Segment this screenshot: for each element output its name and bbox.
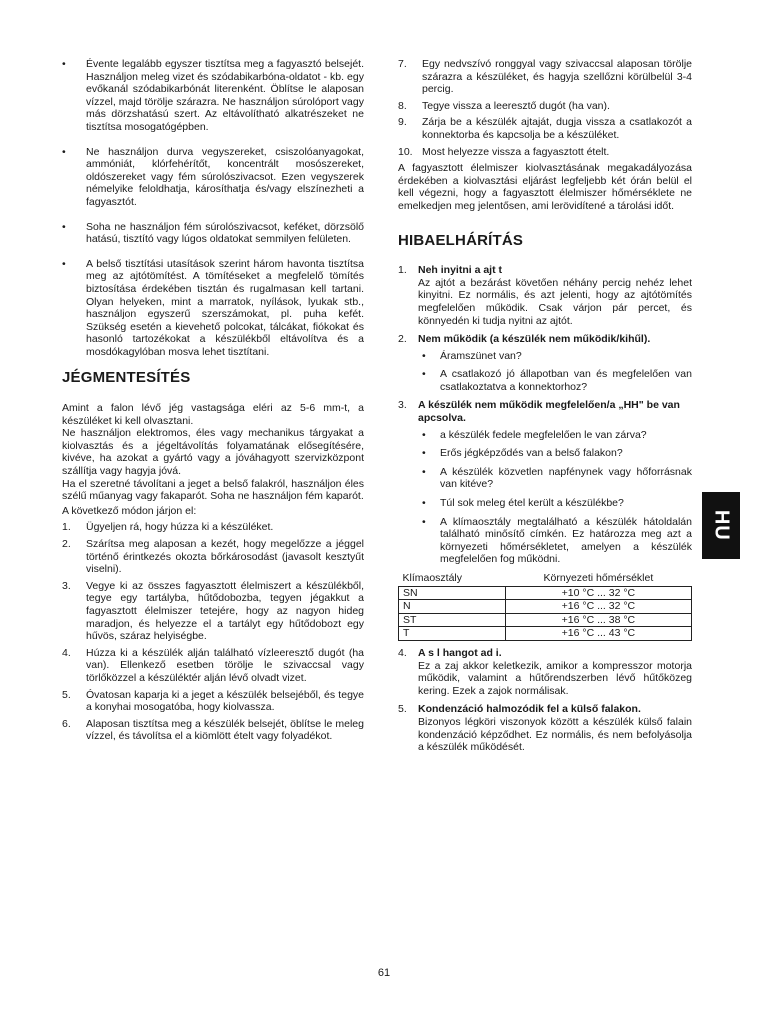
step-text: Alaposan tisztítsa meg a készülék belsejét, öblítse le meleg vízzel, és távolítsa el a kiömlött ételt vagy folyadékot. <box>86 717 364 743</box>
column-header: Környezeti hőmérséklet <box>505 572 691 586</box>
trouble-body: Az ajtót a bezárást követően néhány percig nehéz lehet kinyitni. Ez normális, és azt jelenti, hogy az ajtótömítés megfelelően működik. Csak várjon pár percet, és könnyedén ki tudja nyitni az ajtót. <box>418 276 692 327</box>
defrost-steps <box>62 521 364 743</box>
climate-class-table <box>398 572 692 641</box>
table-row <box>399 627 692 641</box>
language-tab <box>702 492 740 559</box>
trouble-number: 3. <box>398 399 407 412</box>
cleaning-bullet: • Évente legalább egyszer tisztítsa meg a fagyasztó belsejét. Használjon meleg vizet és szódabikarbóna-oldatot - kb. egy evőkanál szódabikarbónát literenként. Öblítse le alaposan vízzel, majd törölje szárazra. Ne használjon súrolóport vagy más dörzshatású szert. Az eltávolítható alkatrészeket ne tisztítsa mosogatógépben. <box>62 58 364 134</box>
step-number: 2. <box>62 538 71 550</box>
step-text: Húzza ki a készülék alján található vízleeresztő dugót (ha van). Ellenkező esetben törölje le szivaccsal vagy törlőközzel a készüléktér alján lévő olvadt vizet. <box>86 646 364 684</box>
trouble-body: Bizonyos légköri viszonyok között a készülék külső falain kondenzáció képződhet. Ez normális, és nem befolyásolja a készülék működését. <box>418 715 692 754</box>
defrost-note: A fagyasztott élelmiszer kiolvasztásának megakadályozása érdekében a kiolvasztási eljárást legfeljebb két órán belül el kell végezni, hogy a fagyasztott élelmiszer hőmérséklete ne emelkedjen meg jelentősen, ami lerövidítené a tárolási időt. <box>398 162 692 212</box>
trouble-item <box>398 399 692 566</box>
defrost-paragraph: Ha el szeretné távolítani a jeget a belső falakról, használjon éles szélű műanyag vagy fakaparót. Soha ne használjon fém kaparót. <box>62 477 364 503</box>
trouble-title: A készülék nem működik megfelelően/a „HH" be van apcsolva. <box>418 399 680 425</box>
step-text: Tegye vissza a leeresztő dugót (ha van). <box>422 99 610 112</box>
cleaning-bullet: • Soha ne használjon fém súrolószivacsot, keféket, dörzsölő hatású, tisztító vagy lúgos oldatokat semmilyen felületen. <box>62 221 364 246</box>
table-cell: +10 °C ... 32 °C <box>505 586 691 600</box>
table-cell: +16 °C ... 38 °C <box>505 613 691 627</box>
table-cell: N <box>399 600 506 614</box>
trouble-checklist <box>418 429 692 566</box>
page-number: 61 <box>377 967 391 979</box>
table-cell: SN <box>399 586 506 600</box>
step-number: 6. <box>62 717 71 730</box>
defrost-steps-continued <box>398 58 692 158</box>
trouble-title: Neh inyitni a ajt t <box>418 264 503 277</box>
trouble-item <box>398 703 692 753</box>
check-item: • A készülék közvetlen napfénynek vagy hőforrásnak van kitéve? <box>418 466 692 491</box>
step-number: 8. <box>398 99 407 112</box>
trouble-checklist <box>418 350 692 394</box>
defrost-paragraph: Ne használjon elektromos, éles vagy mechanikus tárgyakat a kiolvasztás és a jégeltávolítás folyamatának elősegítésére, kivéve, ha azokat a gyártó vagy a jóváhagyott szervizközpont szállítja vagy hagyja jóvá. <box>62 427 364 478</box>
step-number: 10. <box>398 145 413 158</box>
step-text: Óvatosan kaparja ki a jeget a készülék belsejéből, és tegye a konyhai mosogatóba, hogy kiolvassza. <box>86 688 364 714</box>
defrost-step <box>62 647 364 685</box>
defrost-step <box>62 538 364 576</box>
check-item: • A csatlakozó jó állapotban van és megfelelően van csatlakoztatva a konnektorhoz? <box>418 368 692 393</box>
step-text: Vegye ki az összes fagyasztott élelmiszert a készülékből, tegye egy tartályba, hűtődobozba, tegyen jégakkut a fagyasztott élelmiszer tetejére, hogy az nagyon hideg maradjon, és helyezze el a tartályt egy hűtődobozt egy hűvös, száraz helyiségbe. <box>86 579 364 643</box>
trouble-item <box>398 264 692 327</box>
table-cell: +16 °C ... 43 °C <box>505 627 691 641</box>
table-cell: T <box>399 627 506 641</box>
defrost-step <box>398 146 692 159</box>
trouble-number: 2. <box>398 333 407 346</box>
language-tab-label: HU <box>710 510 733 541</box>
check-item: • A klímaosztály megtalálható a készülék hátoldalán található minősítő címkén. Ez határozza meg azt a környezeti hőmérsékletet, amelyen a készülék megfelelően fog működni. <box>418 516 692 566</box>
step-text: Egy nedvszívó ronggyal vagy szivaccsal alaposan törölje szárazra a készüléket, és hagyja szellőzni körülbelül 3-4 percig. <box>422 58 692 96</box>
cleaning-bullet: • Ne használjon durva vegyszereket, csiszolóanyagokat, ammóniát, klórfehérítőt, koncentrált mosószereket, oldószereket vagy fém súrolószivacsot. Ezen vegyszerek némelyike feloldhatja, károsíthatja és/vagy elszínezheti a fagyasztót. <box>62 146 364 209</box>
table-row <box>399 586 692 600</box>
troubleshooting-list <box>398 264 692 754</box>
trouble-number: 5. <box>398 703 407 716</box>
step-text: Szárítsa meg alaposan a kezét, hogy megelőzze a jéggel történő érintkezés okozta bőrkárosodást (javasolt kesztyűt viselni). <box>86 538 364 576</box>
defrost-step <box>62 521 364 534</box>
right-column <box>398 58 692 760</box>
trouble-number: 1. <box>398 264 407 277</box>
trouble-title: Nem működik (a készülék nem működik/kihűl). <box>418 333 651 346</box>
table-cell: +16 °C ... 32 °C <box>505 600 691 614</box>
check-item: • Áramszünet van? <box>418 350 692 363</box>
cleaning-bullet: • A belső tisztítási utasítások szerint három havonta tisztítsa meg az ajtótömítést. A tömítéseket a megfelelő tömítés biztosítása érdekében tisztán és rugalmasan kell tartani. Olyan helyeken, mint a marratok, nyílások, lyukak stb., használjon egyszerű szerszámokat, pl. puha kefét. Szükség esetén a kievehető polcokat, tálcákat, fiókokat és hasonló tartozékokat a készülékből eltávolítva és a mosdókagylóban mosva lehet tisztítani. <box>62 258 364 359</box>
trouble-number: 4. <box>398 646 407 659</box>
defrost-paragraph: A következő módon járjon el: <box>62 504 197 517</box>
defrost-step <box>62 718 364 743</box>
trouble-item <box>398 333 692 393</box>
step-text: Ügyeljen rá, hogy húzza ki a készüléket. <box>86 521 274 534</box>
trouble-body: Ez a zaj akkor keletkezik, amikor a kompresszor motorja működik, valamint a hűtőrendszerben lévő hűtőközeg kering. Ezek a zajok normálisak. <box>418 659 692 697</box>
step-number: 1. <box>62 521 71 534</box>
table-header-row <box>399 572 692 586</box>
left-column <box>62 58 364 747</box>
step-text: Zárja be a készülék ajtaját, dugja vissza a csatlakozót a konnektorba és kapcsolja be a készüléket. <box>422 116 692 141</box>
defrost-step <box>398 100 692 113</box>
defrost-paragraph: Amint a falon lévő jég vastagsága eléri az 5-6 mm-t, a készüléket ki kell olvasztani. <box>62 402 364 427</box>
step-text: Most helyezze vissza a fagyasztott ételt. <box>422 145 610 158</box>
trouble-title: A s l hangot ad i. <box>418 646 502 659</box>
defrost-step <box>62 689 364 714</box>
step-number: 5. <box>62 688 71 701</box>
troubleshooting-heading: HIBAELHÁRÍTÁS <box>398 231 524 249</box>
trouble-title: Kondenzáció halmozódik fel a külső falakon. <box>418 703 641 716</box>
defrost-intro <box>62 402 364 517</box>
table-row <box>399 613 692 627</box>
defrost-step <box>62 580 364 643</box>
check-item: • Erős jégképződés van a belső falakon? <box>418 447 692 460</box>
defrost-heading: JÉGMENTESÍTÉS <box>62 369 191 387</box>
cleaning-bullets <box>62 58 364 358</box>
trouble-item <box>398 647 692 697</box>
step-number: 3. <box>62 579 71 592</box>
table-cell: ST <box>399 613 506 627</box>
table-row <box>399 600 692 614</box>
step-number: 9. <box>398 116 407 129</box>
step-number: 7. <box>398 58 407 70</box>
check-item: • a készülék fedele megfelelően le van zárva? <box>418 429 692 442</box>
check-item: • Túl sok meleg étel került a készülékbe? <box>418 497 692 510</box>
defrost-step <box>398 58 692 96</box>
column-header: Klímaosztály <box>399 572 506 586</box>
step-number: 4. <box>62 646 71 659</box>
defrost-step <box>398 116 692 141</box>
